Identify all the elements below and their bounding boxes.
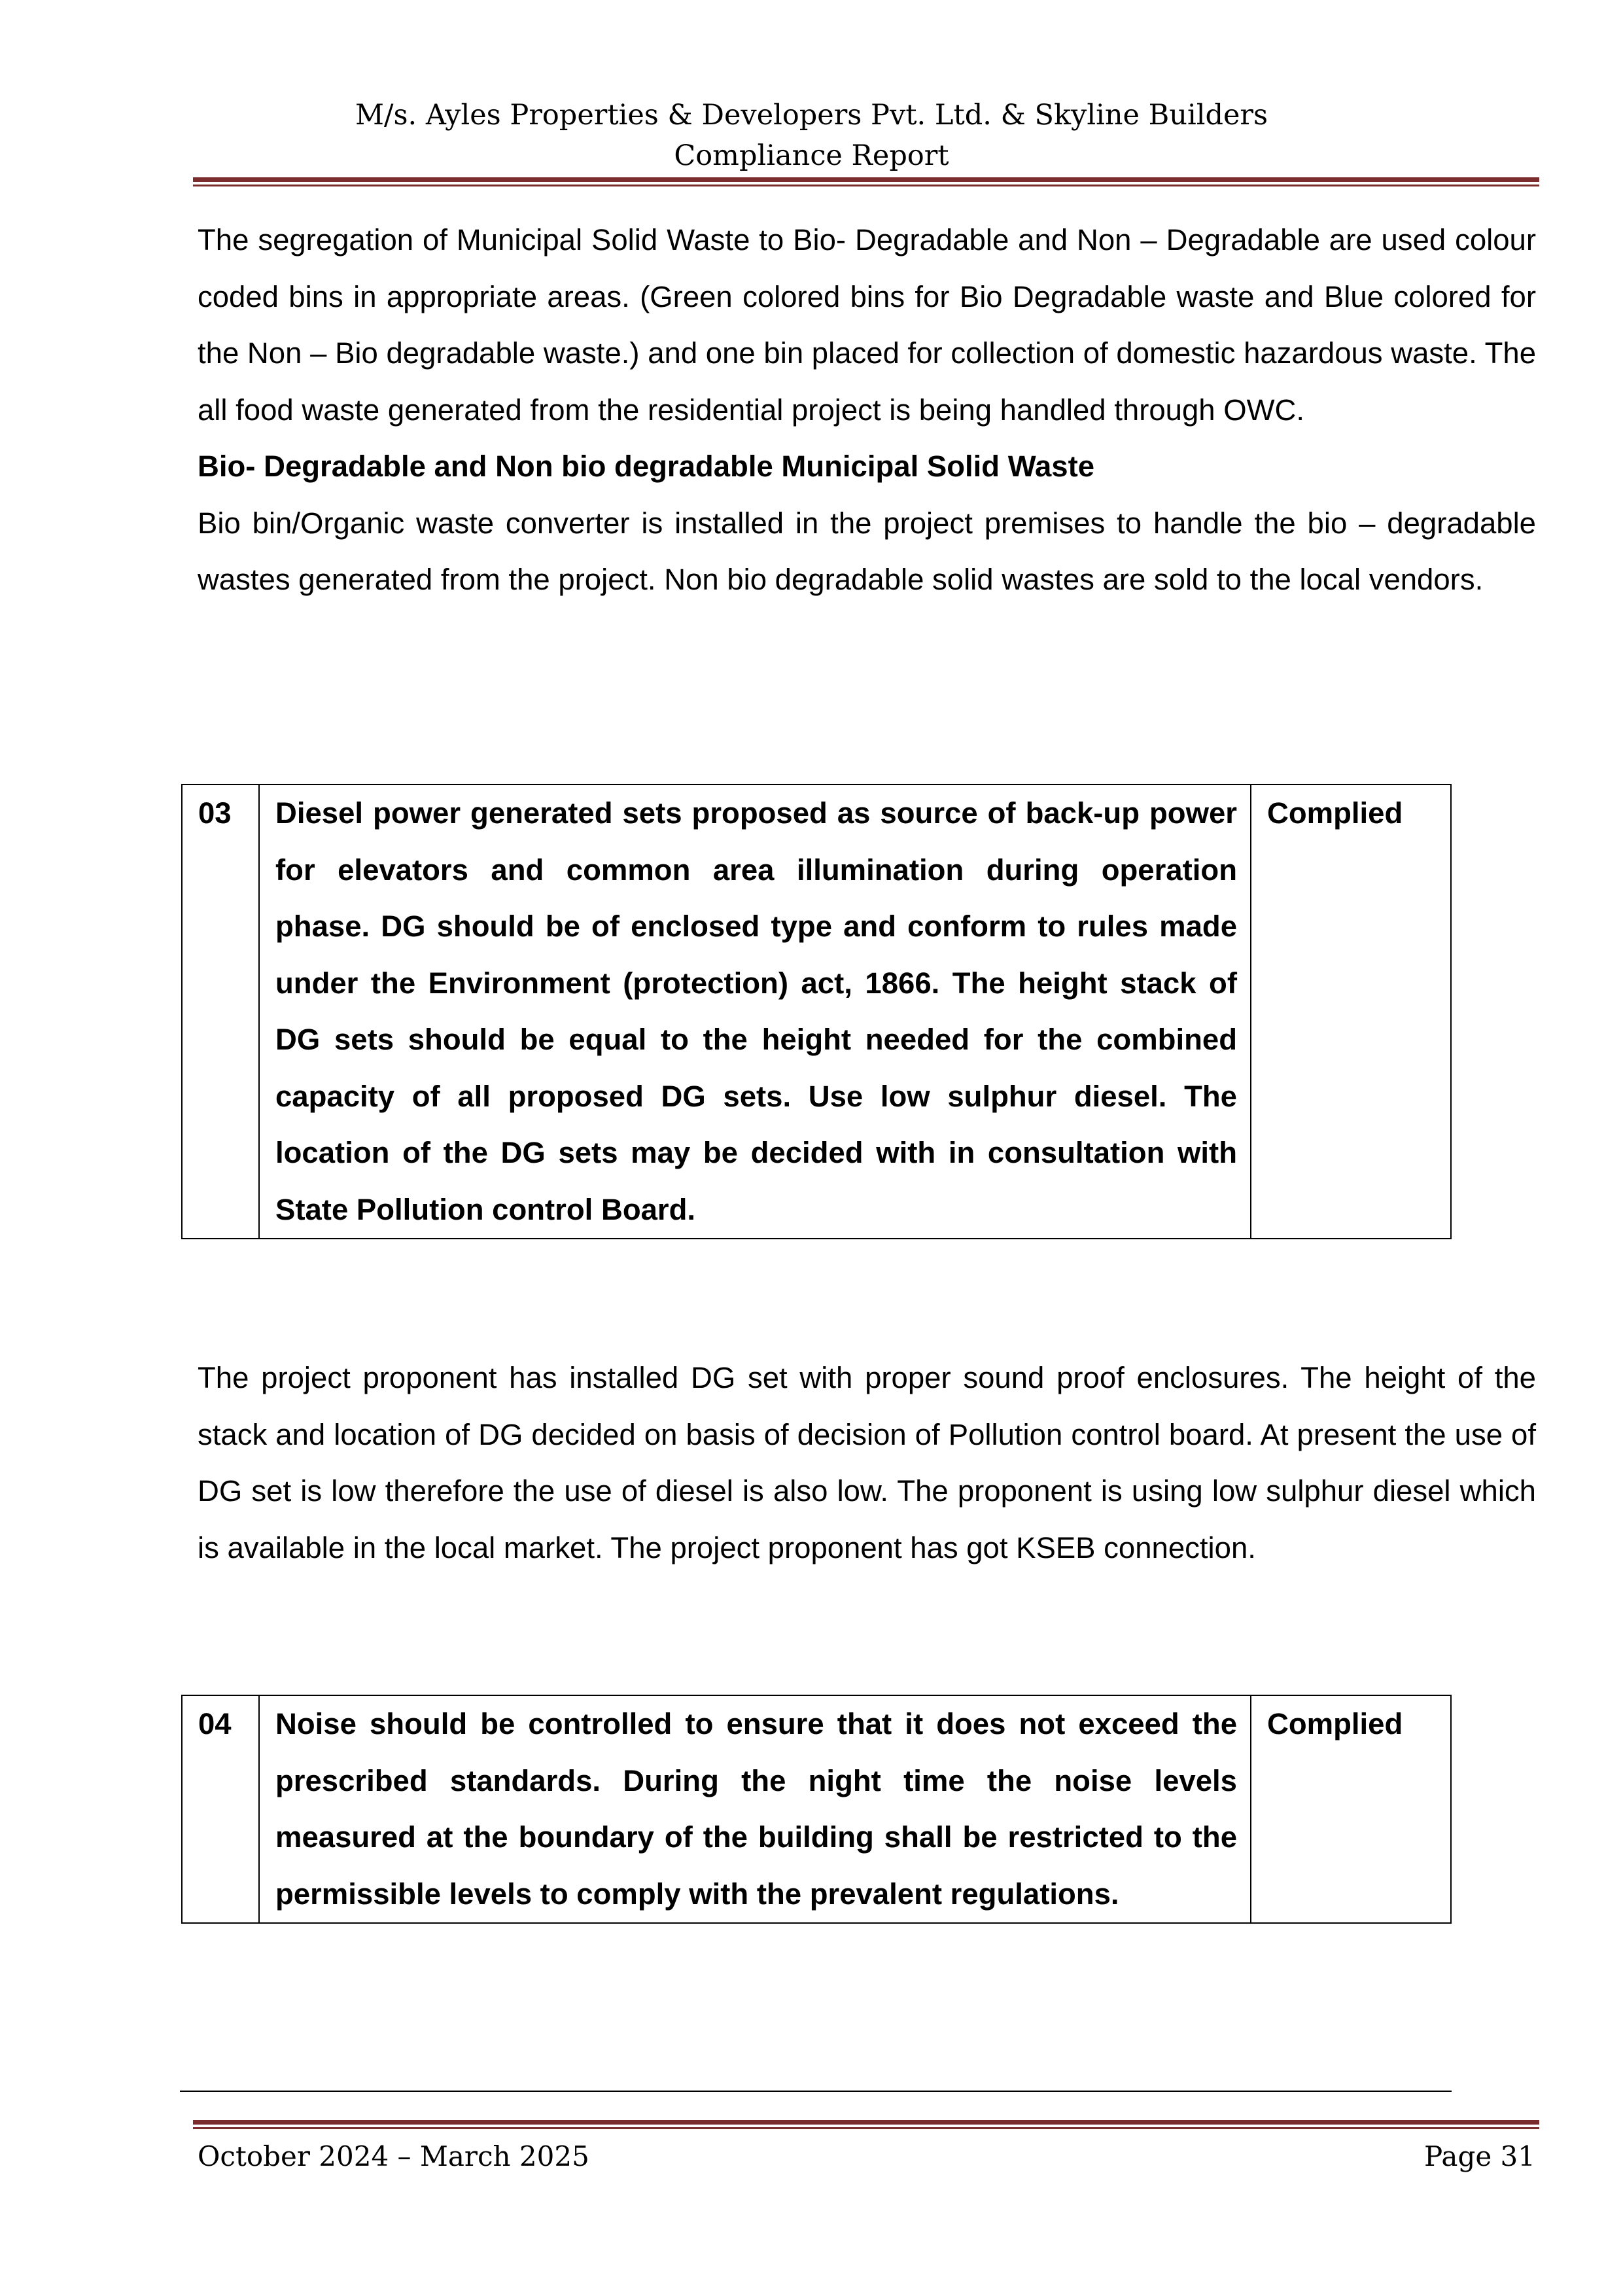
company-name: M/s. Ayles Properties & Developers Pvt. Ltd. & Skyline Builders	[355, 99, 1268, 132]
table-row	[182, 1695, 1451, 1923]
page-number: Page 31	[1424, 2140, 1535, 2172]
condition-text: Noise should be controlled to ensure that it does not exceed the prescribed standards. During the night time the noise levels measured at the boundary of the building shall be restricted to the permissible levels to comply with the prevalent regulations.	[259, 1695, 1251, 1923]
table-row	[182, 785, 1451, 1239]
header-rule-thin	[193, 185, 1539, 186]
footer-rule-thin	[193, 2127, 1539, 2129]
condition-table-04	[181, 1695, 1452, 1924]
intro-section	[198, 212, 1536, 609]
header-rule-thick	[193, 177, 1539, 182]
condition-text: Diesel power generated sets proposed as source of back-up power for elevators and common area illumination during operation phase. DG should be of enclosed type and conform to rules made under the Environment (protection) act, 1866. The height stack of DG sets should be equal to the height needed for the combined capacity of all proposed DG sets. Use low sulphur diesel. The location of the DG sets may be decided with in consultation with State Pollution control Board.	[259, 785, 1251, 1239]
condition-table-03	[181, 784, 1452, 1239]
status-cell: Complied	[1251, 1695, 1451, 1923]
status-cell: Complied	[1251, 785, 1451, 1239]
footer-separator	[180, 2091, 1452, 2092]
response-section	[198, 1350, 1536, 1576]
response-paragraph: The project proponent has installed DG set with proper sound proof enclosures. The height of the stack and location of DG decided on basis of decision of Pollution control board. At present the use of DG set is low therefore the use of diesel is also low. The proponent is using low sulphur diesel which is available in the local market. The project proponent has got KSEB connection.	[198, 1361, 1536, 1564]
footer-rule-thick	[193, 2120, 1539, 2125]
intro-paragraph: The segregation of Municipal Solid Waste to Bio- Degradable and Non – Degradable are used colour coded bins in appropriate areas. (Green colored bins for Bio Degradable waste and Blue colored for the Non – Bio degradable waste.) and one bin placed for collection of domestic hazardous waste. The all food waste generated from the residential project is being handled through OWC.	[198, 223, 1536, 427]
section-subheading: Bio- Degradable and Non bio degradable Municipal Solid Waste	[198, 450, 1095, 483]
page-header	[0, 95, 1623, 176]
intro-paragraph-2: Bio bin/Organic waste converter is installed in the project premises to handle the bio – degradable wastes generated from the project. Non bio degradable solid wastes are sold to the local vendors.	[198, 506, 1536, 596]
condition-number: 04	[182, 1695, 259, 1923]
condition-number: 03	[182, 785, 259, 1239]
footer-period: October 2024 – March 2025	[198, 2140, 589, 2172]
report-title: Compliance Report	[674, 139, 949, 172]
